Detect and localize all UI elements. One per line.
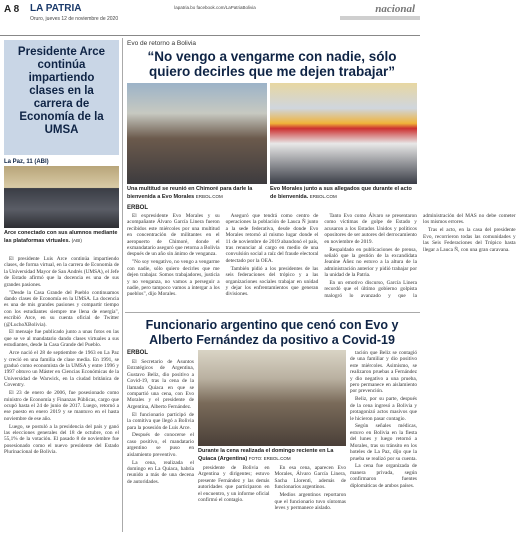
paragraph: El mensaje fue publicado junto a unas fotos en las que se ve al mandatario dando clases virtuales a sus estudiantes, desde la Casa Grande del Pueblo. xyxy=(4,329,119,349)
paragraph: Arce nació el 28 de septiembre de 1963 en La Paz y creció en una familia de clase media. En 1991, se graduó como economista de la UMSA y entre 1996 y 1997 obtuvo un Máster en Ciencias Económicas de la Universidad de Warwick, en la ciudad británica de Coventry. xyxy=(4,350,119,389)
section-bar xyxy=(340,16,420,20)
bottom-body-col4 xyxy=(350,350,417,532)
paragraph: El funcionario participó de la comitiva que llegó a Bolivia para la posesión de Luis Arce. xyxy=(127,411,194,431)
paragraph: Tanto Evo como Álvaro se presentaron como víctimas de golpe de Estado y acusaron a los Estados Unidos y políticos opositores de ser autores del derrocamiento en noviembre de 2019. xyxy=(324,213,417,245)
dateline: Oruro, jueves 12 de noviembre de 2020 xyxy=(30,16,119,22)
paragraph: Según señales médicas, estuvo en Bolivia en la fiesta del lunes y luego retornó a Morales, tras su tránsito en los hoteles de La Paz, dijo que la prueba se realizó por su cuenta. xyxy=(350,423,417,462)
paragraph: La cena, realizada el domingo en La Quiaca, habría reunido a más de una decena de autoridades. xyxy=(127,459,194,485)
paragraph: En un emotivo discurso, García Linera recordó que el último gobierno golpista malogró lo avanzado y que la administración del MAS no debe cometer los mismos errores. xyxy=(324,213,516,299)
arce-photo xyxy=(4,166,119,228)
paragraph: Beliz, por su parte, después de la cena ingresó a Bolivia y protagonizó actos masivos que le hicieron pasar contagio. xyxy=(350,396,417,422)
top-headline: “No vengo a vengarme con nadie, sólo quiero decirles que me dejen trabajar” xyxy=(147,49,397,79)
paragraph: En esa cena, aparecen Evo Morales, Álvaro García Linera, Sacha Llorenti, además de funcionarios argentinos. xyxy=(274,465,346,491)
top-caption-2: Evo Morales junto a sus allegados que durante el acto de bienvenida. ERBOL.COM xyxy=(270,186,412,200)
left-body xyxy=(4,256,119,457)
la-quiaca-dinner-photo xyxy=(198,350,346,446)
top-source: ERBOL xyxy=(127,205,148,211)
paragraph: presidente de Bolivia en Argentina y dirigentes; estuvo presente Fernández y las demás autoridades que participaron en el encuentro, y un informe oficial confirmó el contagio. xyxy=(198,465,270,504)
paragraph: También pidió a los presidentes de las seis federaciones del trópico y a las organizaciones sociales trabajar en unidad y dejar los enfrentamientos que generan divisiones. xyxy=(225,265,319,298)
newspaper-name: LA PATRIA xyxy=(30,3,82,14)
bottom-body-col1 xyxy=(127,359,194,532)
left-headline: Presidente Arce continúa impartiendo clases en la carrera de Economía de la UMSA xyxy=(4,40,119,155)
bottom-source: ERBOL xyxy=(127,350,148,356)
paragraph: Aseguró que tendrá como centro de operaciones la población de Lauca Ñ junto a la sede federativa, desde donde Evo Morales retornó al mismo lugar donde el 11 de noviembre de 2019 abandonó el país, tras renunciar al cargo en medio de una convulsión social a raíz del fraude electoral detectado por la OEA. xyxy=(225,213,319,264)
chimore-crowd-photo xyxy=(127,83,267,184)
story-divider xyxy=(125,312,420,313)
top-body xyxy=(127,213,516,311)
paragraph: Respaldado en publicaciones de prensa, señaló que la gestión de la excandidata Jeanine Áñez no estuvo a la altura de la administración anterior y pidió trabajar por la unidad de la Patria. xyxy=(324,246,417,279)
paragraph: "Desde la Casa Grande del Pueblo continuamos dando clases de Economía en la UMSA. La docencia es una de mis grandes pasiones y compartir tiempo con los estudiantes siempre me llena de energía", escribió Arce, en su cuenta oficial de Twitter (@LuchoXBolivia). xyxy=(4,289,119,328)
paragraph: El Secretario de Asuntos Estratégicos de Argentina, Gustavo Beliz, dio positivo a Covid-19, tras la cena de la llamada Quiaca en que se compartió una cena, con Evo Morales y el presidente de Argentina, Alberto Fernández. xyxy=(127,359,194,410)
section-name: nacional xyxy=(375,3,415,15)
top-kicker: Evo de retorno a Bolivia xyxy=(127,40,197,47)
page-number: A 8 xyxy=(4,4,20,15)
page-header xyxy=(0,0,420,36)
bottom-headline: Funcionario argentino que cenó con Evo y Alberto Fernández da positivo a Covid-19 xyxy=(145,318,399,347)
paragraph: Medios argentinos reportaron que el funcionario tuvo síntomas leves y permanece aislado. xyxy=(274,492,346,511)
paragraph: El expresidente Evo Morales y su acompañante Álvaro García Linera fueron recibidos este miércoles por una multitud en concentración de militantes en el aeropuerto de Chimoré, donde el exmandatario aseguró que retorna a Bolivia después de un año sin ánimo de venganza. xyxy=(127,213,220,258)
left-byline: La Paz, 11 (ABI) xyxy=(4,159,49,165)
web-links: lapatria.bo facebook.com/LaPatriaBolivia xyxy=(174,5,256,10)
paragraph: El presidente Luis Arce continúa impartiendo clases, de forma virtual, en la carrera de Economía de la Universidad Mayor de San Andrés (UMSA), el Jefe de Estado afirmó que la docencia es una de sus grandes pasiones. xyxy=(4,256,119,288)
paragraph: tación que Beliz se contagió de una familiar y dio positivo este miércoles. Asimismo, se realizaron pruebas a Fernández y dio negativo a una prueba, pero permanece en aislamiento por prevención. xyxy=(350,350,417,395)
paragraph: Tras el acto, en la casa del presidente Evo, recorrieron todas las comunidades y las Seis Federaciones del Trópico hasta llegar a Lauca Ñ, con una gran caravana. xyxy=(422,227,516,253)
left-photo-caption: Arce conectado con sus alumnos mediante las plataformas virtuales. (ABI) xyxy=(4,230,118,244)
paragraph: La cena fue organizada de manera privada, según confirmaron fuentes diplomáticas de ambos países. xyxy=(350,463,417,489)
evo-welcome-photo xyxy=(270,83,417,184)
paragraph: Luego, se postuló a la presidencia del país y ganó las elecciones generales del 18 de octubre, con el 55,1% de la votación. El pasado 8 de noviembre fue posesionado como el nuevo presidente del Estado Plurinacional de Bolivia. xyxy=(4,423,119,456)
column-divider xyxy=(122,38,123,532)
paragraph: Después de conocerse el caso positivo, el mandatario argentino se puso en aislamiento preventivo. xyxy=(127,432,194,458)
paragraph: "No soy vengativo, no vengo a vengarme con nadie, sólo quiero decirles que me dejen trabajar. Somos trabajadores, justicia y no venganza, no vamos a perseguir a nadie, pero tampoco vamos a intergar a los pueblos", dijo Morales. xyxy=(127,259,220,298)
top-caption-1: Una multitud se reunió en Chimoré para darle la bienvenida a Evo Morales ERBOL.COM xyxy=(127,186,253,200)
bottom-body-sub xyxy=(198,465,346,532)
bottom-photo-caption: Durante la cena realizada el domingo reciente en La Quiaca (Argentina) FOTO: ERBOL.COM xyxy=(198,448,334,462)
paragraph: El 23 de enero de 2006, fue posesionado como ministro de Economía y Finanzas Públicas, cargo que ocupó hasta el 24 de junio de 2017. Luego, retornó a ese puesto en enero 2019 y se mantuvo en el hasta noviembre de ese año. xyxy=(4,390,119,422)
